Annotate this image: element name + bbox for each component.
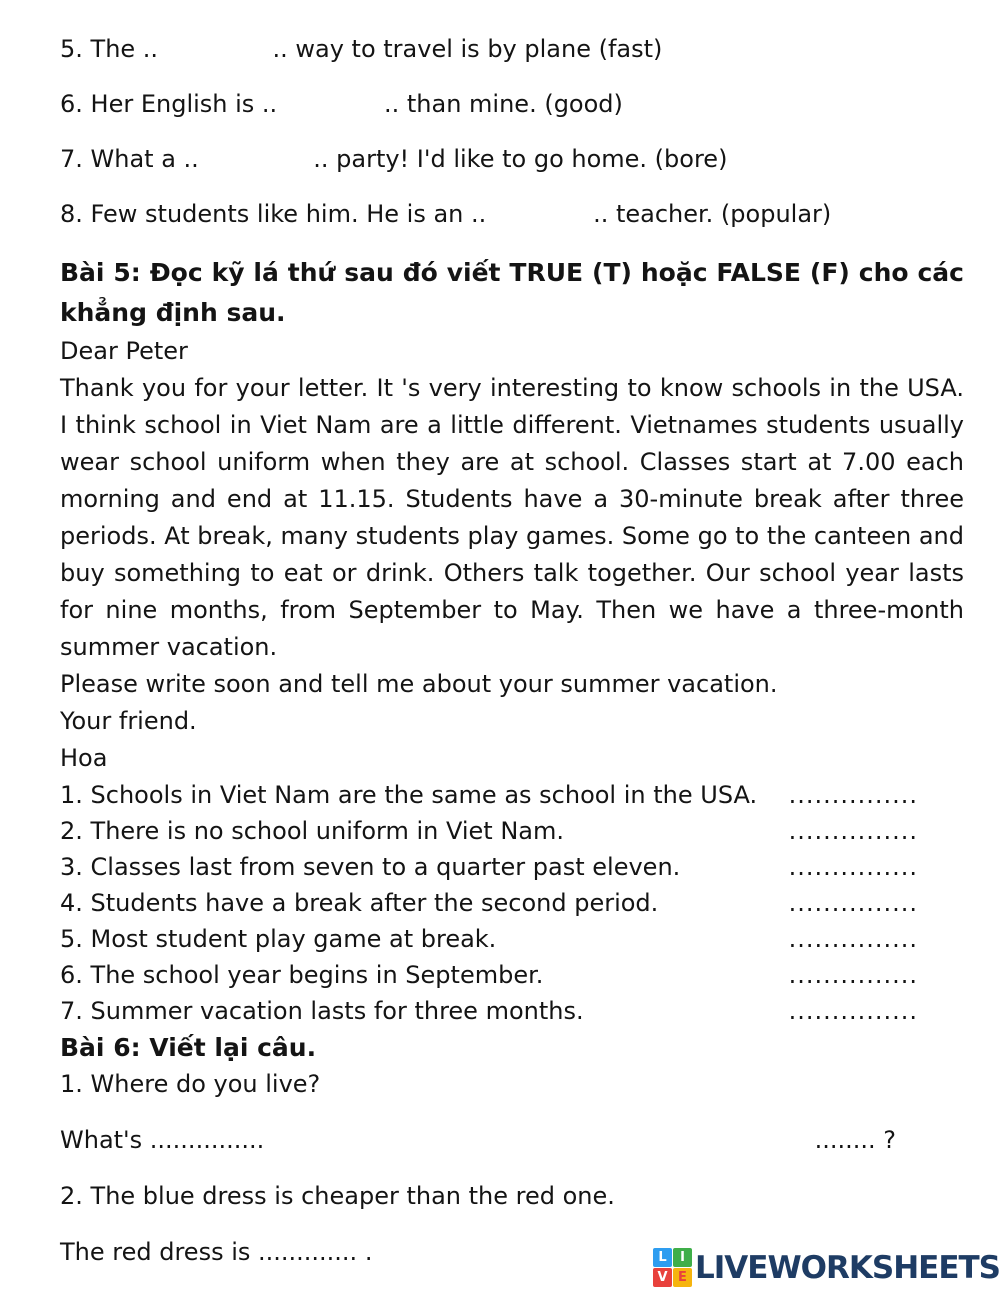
answer-blank[interactable]: ............... [788,961,918,989]
statement-text: 5. Most student play game at break. [60,925,497,953]
answer-blank[interactable]: ........ ? [814,1126,896,1154]
statement-row [60,885,964,921]
statement-text: 2. There is no school uniform in Viet Nam. [60,817,565,845]
logo-tile-v: V [653,1268,672,1287]
exercise4-item-5: 5. The .. .. way to travel is by plane (fast) [60,35,663,63]
answer-blank[interactable]: ............... [788,889,918,917]
letter-line: I think school in Viet Nam are a little different. Vietnames students usually [60,411,964,439]
statement-text: 7. Summer vacation lasts for three months. [60,997,584,1025]
liveworksheets-branding [653,1248,1000,1287]
exercise5-heading-line2: khẳng định sau. [60,298,286,327]
exercise6-question-1: 1. Where do you live? [60,1070,321,1098]
letter-signoff: Your friend. [60,707,197,735]
statement-row [60,921,964,957]
letter-line: periods. At break, many students play games. Some go to the canteen and [60,522,964,550]
statement-row [60,777,964,813]
liveworksheets-wordmark: LIVEWORKSHEETS [695,1249,1000,1286]
logo-tile-i: I [673,1248,692,1267]
letter-line: summer vacation. [60,633,278,661]
statement-row [60,813,964,849]
statement-row [60,993,964,1029]
answer-blank[interactable]: ............... [788,853,918,881]
answer-blank[interactable]: ............... [788,997,918,1025]
liveworksheets-logo-icon [653,1248,692,1287]
letter-line: morning and end at 11.15. Students have a 30-minute break after three [60,485,964,513]
exercise4-item-6: 6. Her English is .. .. than mine. (good) [60,90,623,118]
answer-blank[interactable]: ............... [788,817,918,845]
letter-line: for nine months, from September to May. Then we have a three-month [60,596,964,624]
exercise4-item-8: 8. Few students like him. He is an .. .. teacher. (popular) [60,200,832,228]
logo-tile-e: E [673,1268,692,1287]
statement-text: 4. Students have a break after the second period. [60,889,659,917]
answer-blank[interactable]: The red dress is ............. . [60,1238,373,1266]
answer-blank[interactable]: ............... [788,925,918,953]
answer-blank[interactable]: ............... [788,781,918,809]
exercise6-question-2: 2. The blue dress is cheaper than the red one. [60,1182,615,1210]
statement-text: 1. Schools in Viet Nam are the same as school in the USA. [60,781,758,809]
letter-line: wear school uniform when they are at school. Classes start at 7.00 each [60,448,964,476]
statement-text: 3. Classes last from seven to a quarter past eleven. [60,853,681,881]
answer-blank[interactable]: What's ............... [60,1126,265,1154]
letter-salutation: Dear Peter [60,337,188,365]
statement-row [60,849,964,885]
letter-signature: Hoa [60,744,108,772]
logo-tile-l: L [653,1248,672,1267]
exercise5-heading-line1: Bài 5: Đọc kỹ lá thứ sau đó viết TRUE (T) hoặc FALSE (F) cho các [60,258,964,287]
statement-row [60,957,964,993]
letter-line: Thank you for your letter. It 's very interesting to know schools in the USA. [60,374,964,402]
statement-text: 6. The school year begins in September. [60,961,544,989]
letter-closing: Please write soon and tell me about your summer vacation. [60,670,778,698]
exercise6-heading: Bài 6: Viết lại câu. [60,1033,317,1062]
letter-line: buy something to eat or drink. Others talk together. Our school year lasts [60,559,964,587]
exercise4-item-7: 7. What a .. .. party! I'd like to go home. (bore) [60,145,728,173]
exercise6-answer-1 [60,1122,964,1159]
